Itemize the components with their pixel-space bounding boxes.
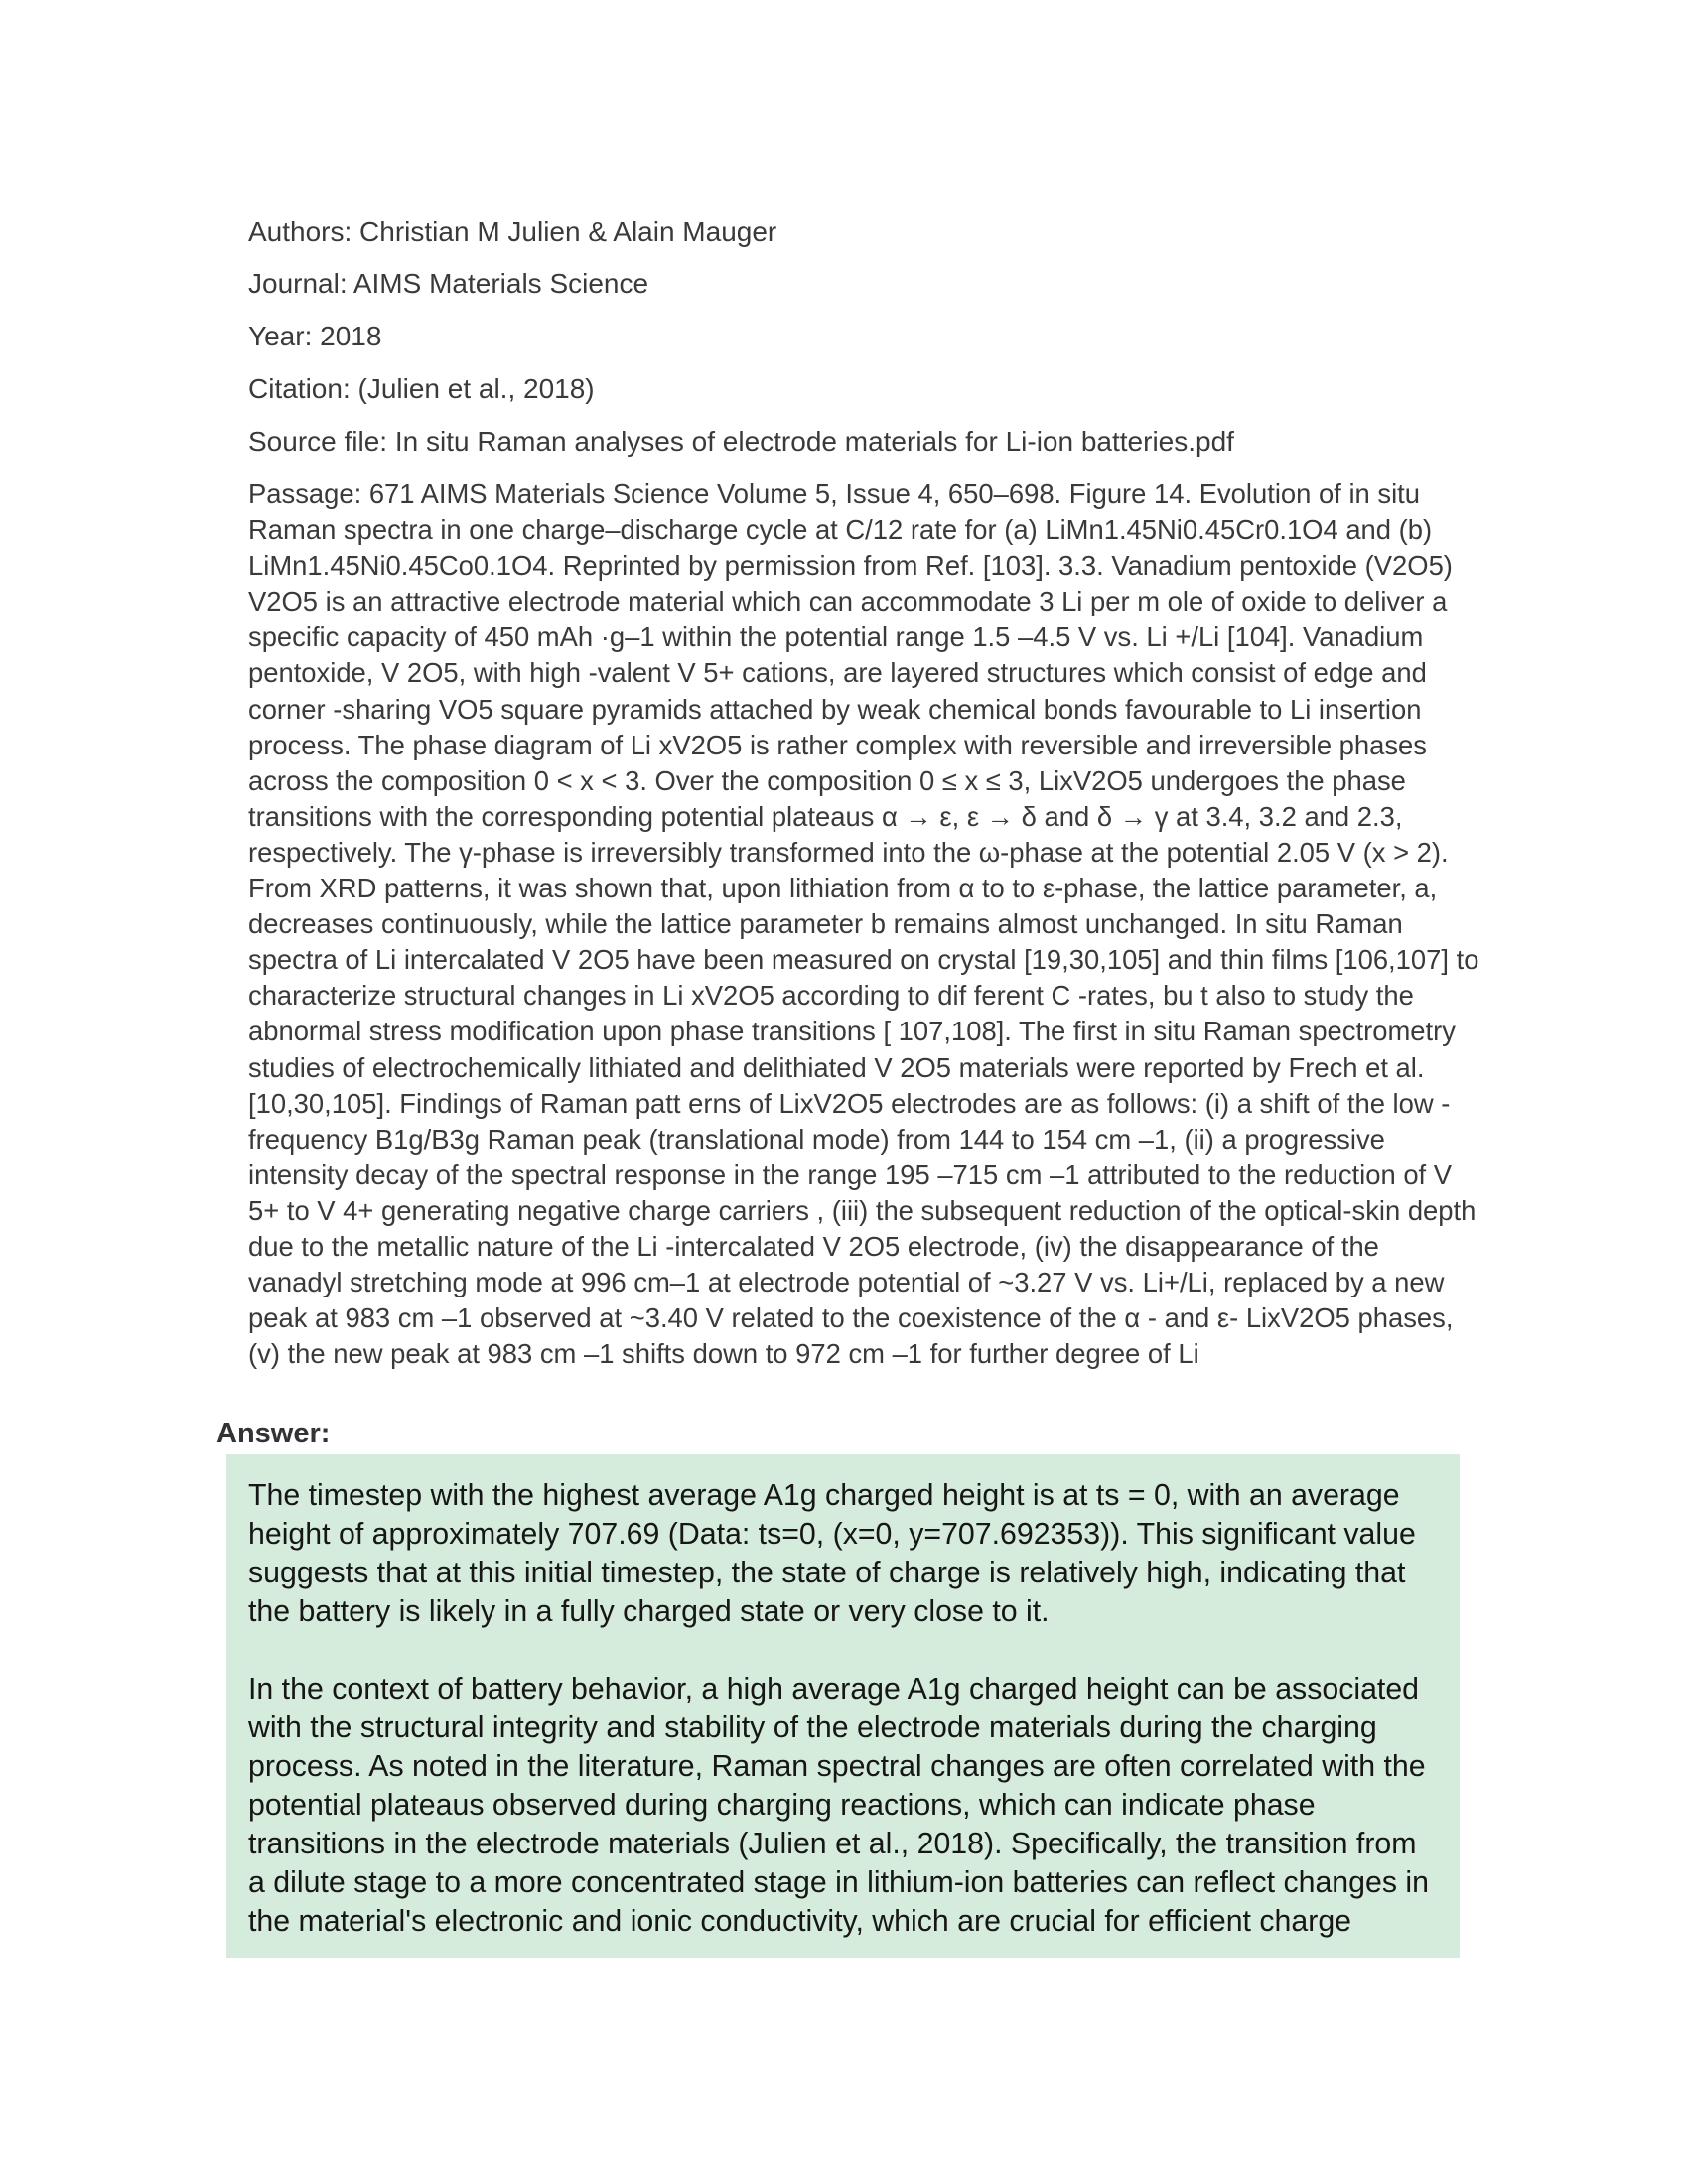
authors-line: Authors: Christian M Julien & Alain Mauger [248, 216, 777, 247]
journal-line: Journal: AIMS Materials Science [248, 268, 649, 299]
source-file-line: Source file: In situ Raman analyses of electrode materials for Li-ion batteries.pdf [248, 426, 1234, 457]
year-line: Year: 2018 [248, 321, 382, 351]
passage-text: Passage: 671 AIMS Materials Science Volume 5, Issue 4, 650–698. Figure 14. Evolution of in situ Raman spectra in one charge–discharge cycle at C/12 rate for (a) LiMn1.45Ni0.45Cr0.1O4 and (b) LiMn1.45Ni0.45Co0.1O4. Reprinted by permission from Ref. [103]. 3.3. Vanadium pentoxide (V2O5) V2O5 is an attractive electrode material which can accommodate 3 Li per m ole of oxide to deliver a specific capacity of 450 mAh ·g–1 within the potential range 1.5 –4.5 V vs. Li +/Li [104]. Vanadium pentoxide, V 2O5, with high -valent V 5+ cations, are layered structures which consist of edge and corner -sharing VO5 square pyramids attached by weak chemical bonds favourable to Li insertion process. The phase diagram of Li xV2O5 is rather complex with reversible and irreversible phases across the composition 0 < x < 3. Over the composition 0 ≤ x ≤ 3, LixV2O5 undergoes the phase transitions with the corresponding potential plateaus α → ε, ε → δ and δ → γ at 3.4, 3.2 and 2.3, respectively. The γ-phase is irreversibly transformed into the ω-phase at the potential 2.05 V (x > 2). From XRD patterns, it was shown that, upon lithiation from α to to ε-phase, the lattice parameter, a, decreases continuously, while the lattice parameter b remains almost unchanged. In situ Raman spectra of Li intercalated V 2O5 have been measured on crystal [19,30,105] and thin films [106,107] to characterize structural changes in Li xV2O5 according to dif ferent C -rates, bu t also to study the abnormal stress modification upon phase transitions [ 107,108]. The first in situ Raman spectrometry studies of electrochemically lithiated and delithiated V 2O5 materials were reported by Frech et al. [10,30,105]. Findings of Raman patt erns of LixV2O5 electrodes are as follows: (i) a shift of the low -frequency B1g/B3g Raman peak (translational mode) from 144 to 154 cm –1, (ii) a progressive intensity decay of the spectral response in the range 195 –715 cm –1 attributed to the reduction of V 5+ to V 4+ generating negative charge carriers , (iii) the subsequent reduction of the optical-skin depth due to the metallic nature of the Li -intercalated V 2O5 electrode, (iv) the disappearance of the vanadyl stretching mode at 996 cm–1 at electrode potential of ~3.27 V vs. Li+/Li, replaced by a new peak at 983 cm –1 observed at ~3.40 V related to the coexistence of the α - and ε- LixV2O5 phases, (v) the new peak at 983 cm –1 shifts down to 972 cm –1 for further degree of Li [248, 478, 1479, 1370]
answer-paragraph-2: In the context of battery behavior, a high average A1g charged height can be associated with the structural integrity and stability of the electrode materials during the charging process. As noted in the literature, Raman spectral changes are often correlated with the potential plateaus observed during charging reactions, which can indicate phase transitions in the electrode materials (Julien et al., 2018). Specifically, the transition from a dilute stage to a more concentrated stage in lithium-ion batteries can reflect changes in the material's electronic and ionic conductivity, which are crucial for efficient charge [248, 1673, 1429, 1938]
answer-label: Answer: [216, 1418, 331, 1449]
answer-paragraph-1: The timestep with the highest average A1g charged height is at ts = 0, with an average height of approximately 707.69 (Data: ts=0, (x=0, y=707.692353)). This significant value suggests that at this initial timestep, the state of charge is relatively high, indicating that the battery is likely in a fully charged state or very close to it. [248, 1479, 1416, 1628]
answer-box [226, 1454, 1460, 1958]
citation-line: Citation: (Julien et al., 2018) [248, 373, 595, 404]
